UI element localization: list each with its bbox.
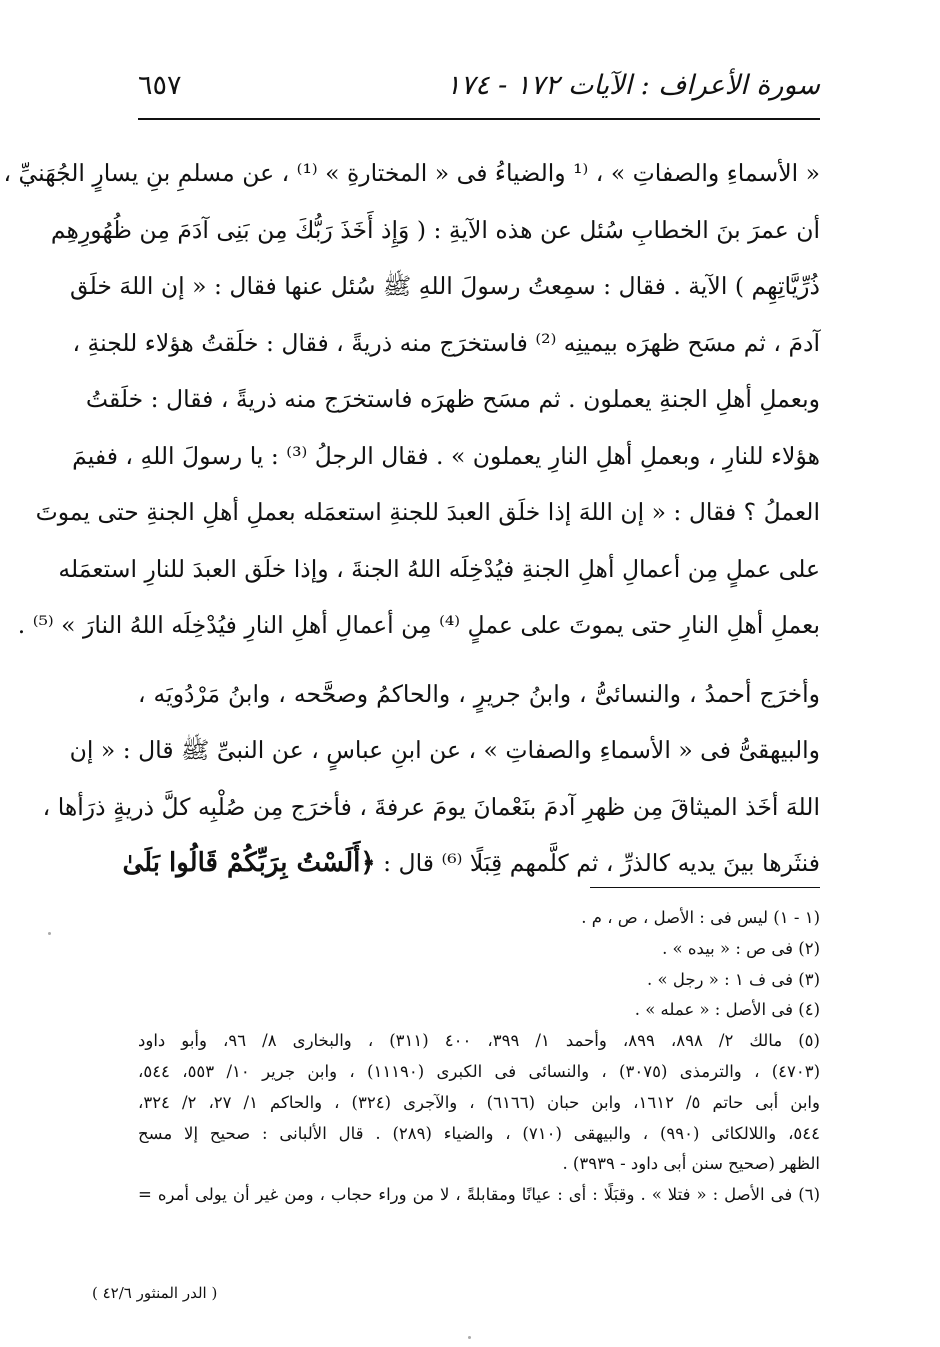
footnote: (٢) فى ص : « بيده » . (662, 938, 820, 958)
text-line: على عملٍ مِن أعمالِ أهلِ الجنةِ فيُدْخِلَه اللهُ الجنةَ ، وإذا خلَق العبدَ للنارِ استعمَله (58, 554, 820, 583)
text-segment: فنثَرها بينَ يديه كالذرِّ ، ثم كلَّمهم قِبَلًا ⁽⁶⁾ قال : (383, 849, 820, 877)
scan-speck (468, 1336, 471, 1339)
text-line: بعملِ أهلِ النارِ حتى يموتَ على عملٍ ⁽⁴⁾ مِن أعمالِ أهلِ النارِ فيُدْخِلَه اللهُ النارَ » ⁽⁵⁾ . (17, 611, 820, 639)
footnote: الظهر (صحيح سنن أبى داود - ٣٩٣٩) . (562, 1154, 820, 1174)
text-line: هؤلاء للنارِ ، وبعملِ أهلِ النارِ يعملون » . فقال الرجلُ ⁽³⁾ : يا رسولَ اللهِ ، ففيمَ (72, 441, 820, 470)
text-line: « الأسماءِ والصفاتِ » ، ⁽¹ والضياءُ فى « المختارةِ » ⁽¹⁾ ، عن مسلمِ بنِ يسارٍ الجُهَنيِّ ، (3, 159, 820, 187)
text-line: العملُ ؟ فقال : « إن اللهَ إذا خلَق العبدَ للجنةِ استعمَله بعملِ أهلِ الجنةِ حتى يموتَ (35, 498, 820, 526)
footnote: (٣) فى ف ١ : « رجل » . (647, 969, 820, 989)
running-title: سورة الأعراف : الآيات ١٧٢ - ١٧٤ (446, 70, 820, 101)
footnote: (١ - ١) ليس فى : الأصل ، ص ، م . (581, 908, 820, 927)
text-line: والبيهقىُّ فى « الأسماءِ والصفاتِ » ، عن ابنِ عباسٍ ، عن النبىِّ ﷺ قال : « إن (69, 736, 820, 764)
footnote: ٥٤٤، واللالكائى (٩٩٠) ، والبيهقى (٧١٠) ، والضياء (٢٨٩) . قال الألبانى : صحيح إلا مسح (138, 1123, 820, 1143)
footnotes (138, 903, 820, 1211)
quran-verse: ﴿أَلَسْتُ بِرَبِّكُمْ قَالُوا بَلَىٰ (122, 848, 376, 878)
main-text (3, 145, 820, 892)
text-line: آدمَ ، ثم مسَح ظهرَه بيمينِه ⁽²⁾ فاستخرَج منه ذريةً ، فقال : خلَقتُ هؤلاء للجنةِ ، (72, 328, 820, 357)
footnote: وابن أبى حاتم ٥/ ١٦١٢، وابن حبان (٦١٦٦) ، والآجرى (٣٢٤) ، والحاكم ١/ ٢٧، ٢/ ٣٢٤، (138, 1092, 820, 1112)
footnote: (٤) فى الأصل : « عمله » . (634, 1000, 820, 1020)
header-rule (138, 118, 820, 120)
footnote: (٤٧٠٣) ، والترمذى (٣٠٧٥) ، والنسائى فى الكبرى (١١١٩٠) ، وابن جرير ١٠/ ٥٥٣، ٥٤٤، (138, 1061, 821, 1081)
footnote: (٦) فى الأصل : « فتلا » . وقبَلًا : أى : عيانًا ومقابلةً ، لا من وراء حجاب ، ومن غير أن يولى أمره = (138, 1185, 820, 1205)
page-number: ٦٥٧ (138, 70, 182, 101)
text-line: أن عمرَ بنَ الخطابِ سُئل عن هذه الآيةِ : ( وَإِذ أَخَذَ رَبُّكَ مِن بَنِى آدَمَ مِن ظُهُورِهِم (50, 215, 820, 244)
source-reference: ( الدر المنثور ٤٢/٦ ) (92, 1284, 218, 1302)
text-line: وبعملِ أهلِ الجنةِ يعملون . ثم مسَح ظهرَه فاستخرَج منه ذريةً ، فقال : خلَقتُ (85, 385, 820, 413)
footnote-rule (590, 887, 820, 888)
footnote: (٥) مالك ٢/ ٨٩٨، ٨٩٩، وأحمد ١/ ٣٩٩، ٤٠٠ (٣١١) ، والبخارى ٨/ ٩٦، وأبو داود (138, 1031, 820, 1051)
page-header (138, 66, 820, 114)
text-line: اللهَ أخَذ الميثاقَ مِن ظهرِ آدمَ بنَعْمانَ يومَ عرفةَ ، فأخرَج مِن صُلْبِه كلَّ ذريةٍ ذرَأها ، (42, 792, 820, 821)
paragraph-gap (138, 654, 820, 666)
text-line: وأخرَج أحمدُ ، والنسائىُّ ، وابنُ جريرٍ ، والحاكمُ وصحَّحه ، وابنُ مَرْدُويَه ، (138, 679, 820, 708)
scan-speck (48, 932, 51, 935)
text-line: ذُرِّيَّاتِهِم ) الآية . فقال : سمِعتُ رسولَ اللهِ ﷺ سُئل عنها فقال : « إن اللهَ خلَق (70, 272, 820, 300)
text-line-with-verse (122, 835, 820, 892)
